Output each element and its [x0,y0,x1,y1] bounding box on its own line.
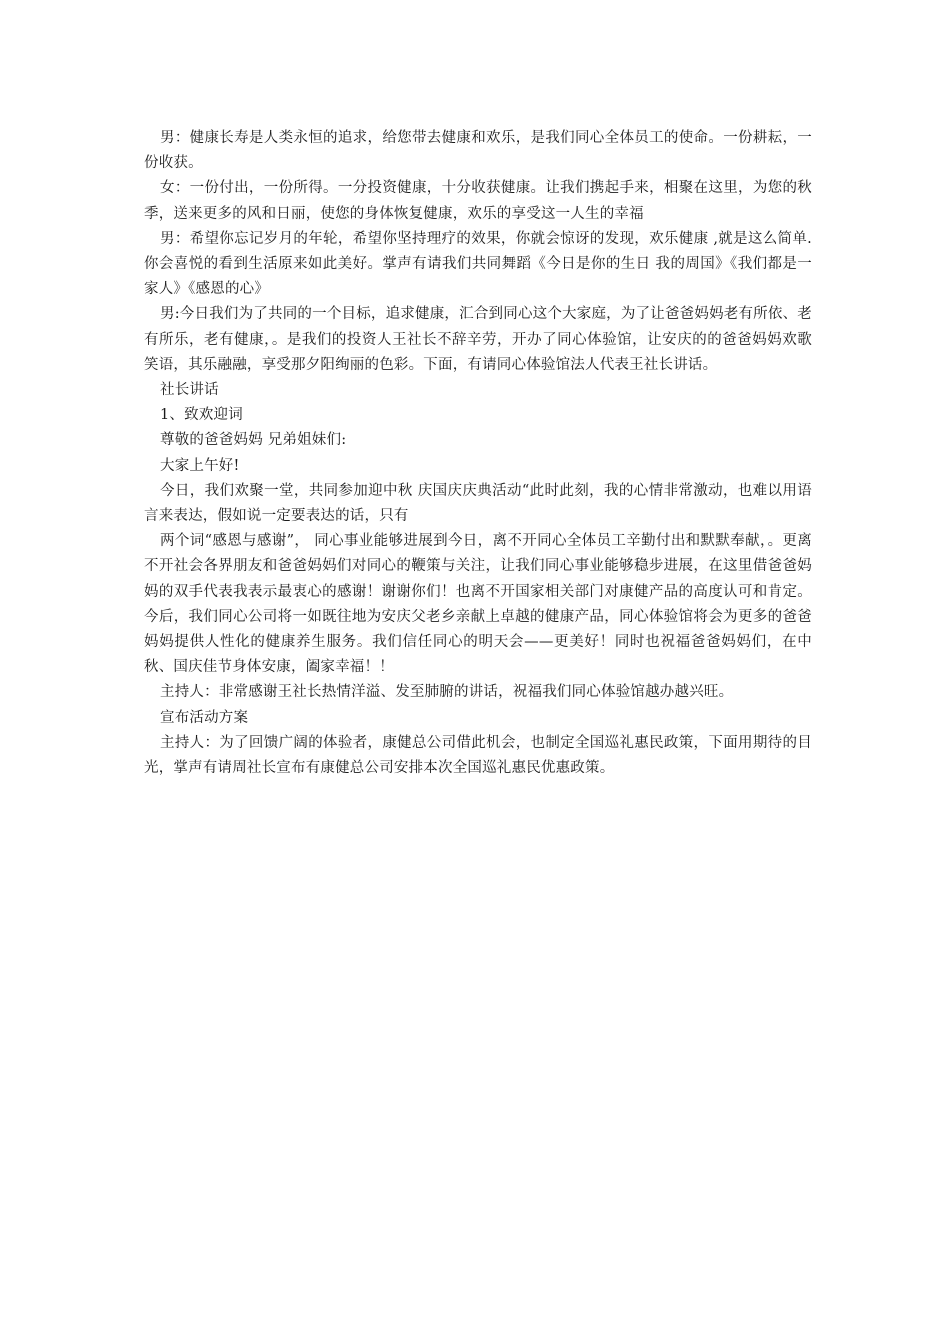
section-heading-president-speech: 社长讲话 [160,382,219,399]
paragraph-male-1: 男：健康长寿是人类永恒的追求，给您带去健康和欢乐，是我们同心全体员工的使命。一份耕耘，一份收获。 [144,130,812,172]
paragraph-speech-1: 今日，我们欢聚一堂，共同参加迎中秋 庆国庆庆典活动“此时此刻，我的心情非常激动，也难以用语言来表达，假如说一定要表达的话，只有 [144,482,812,525]
paragraph-female-1: 女：一份付出，一份所得。一分投资健康，十分收获健康。让我们携起手来，相聚在这里，为您的秋季，送来更多的风和日丽，使您的身体恢复健康，欢乐的享受这一人生的幸福 [144,180,812,222]
paragraph-host-1: 主持人：非常感谢王社长热情洋溢、发至肺腑的讲话，祝福我们同心体验馆越办越兴旺。 [160,684,734,701]
document-body [144,126,812,781]
paragraph-male-3: 男:今日我们为了共同的一个目标，追求健康，汇合到同心这个大家庭，为了让爸爸妈妈老有所依、老有所乐，老有健康，。是我们的投资人王社长不辞辛劳，开办了同心体验馆，让安庆的的爸爸妈妈欢歌笑语，其乐融融，享受那夕阳绚丽的色彩。下面，有请同心体验馆法人代表王社长讲话。 [144,306,812,373]
salutation: 尊敬的爸爸妈妈 兄弟姐妹们: [160,432,347,449]
section-heading-activity-plan: 宣布活动方案 [160,709,249,726]
paragraph-speech-2: 两个词“感恩与感谢”， 同心事业能够进展到今日，离不开同心全体员工辛勤付出和默默奉献，。更离不开社会各界朋友和爸爸妈妈们对同心的鞭策与关注，让我们同心事业能够稳步进展，在这里借爸爸妈妈的双手代表我表示最衷心的感谢！谢谢你们！也离不开国家相关部门对康健产品的高度认可和肯定。今后，我们同心公司将一如既往地为安庆父老乡亲献上卓越的健康产品，同心体验馆将会为更多的爸爸妈妈提供人性化的健康养生服务。我们信任同心的明天会——更美好！同时也祝福爸爸妈妈们，在中秋、国庆佳节身体安康，阖家幸福！！ [144,533,812,676]
paragraph-male-2: 男：希望你忘记岁月的年轮，希望你坚持理疗的效果，你就会惊讶的发现，欢乐健康 ,就是这么简单. 你会喜悦的看到生活原来如此美好。掌声有请我们共同舞蹈《今日是你的生日 我的周国》《我们都是一家人》《感恩的心》 [144,230,812,298]
paragraph-host-2: 主持人：为了回馈广阔的体验者，康健总公司借此机会，也制定全国巡礼惠民政策，下面用期待的目光，掌声有请周社长宣布有康健总公司安排本次全国巡礼惠民优惠政策。 [144,734,812,777]
subheading-welcome: 1、致欢迎词 [160,407,243,424]
greeting: 大家上午好! [160,457,240,474]
